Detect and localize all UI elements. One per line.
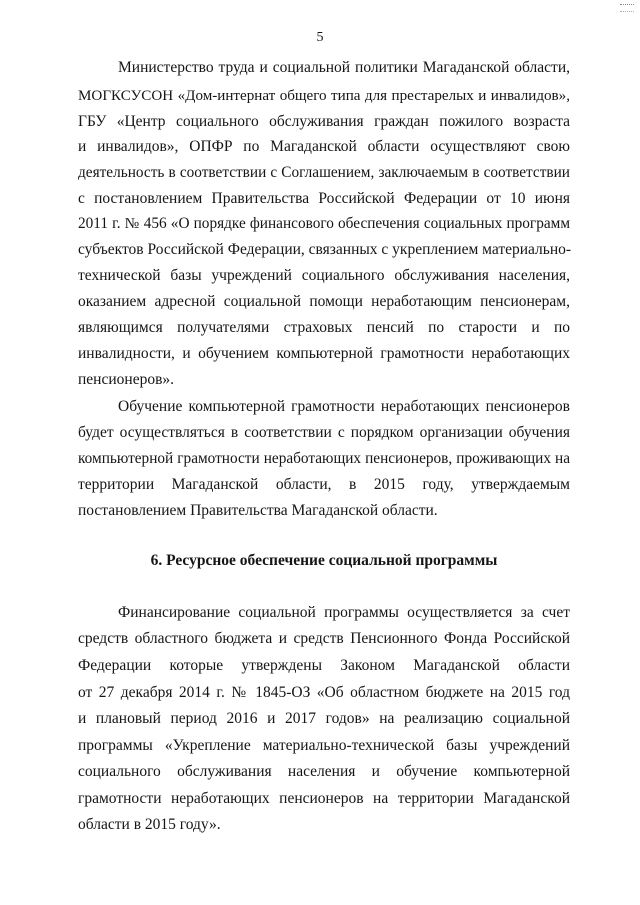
paragraph-3-line: Федерации которые утверждены Законом Магаданской области (78, 657, 570, 674)
paragraph-1-line: оказанием адресной социальной помощи неработающим пенсионерам, (78, 293, 570, 310)
paragraph-1-line: и инвалидов», ОПФР по Магаданской области осуществляют свою (78, 138, 570, 155)
paragraph-3-line: области в 2015 году». (78, 816, 221, 833)
paragraph-2-line: будет осуществляться в соответствии с порядком организации обучения (78, 424, 570, 441)
paragraph-1-line: субъектов Российской Федерации, связанных с укреплением материально- (78, 241, 572, 258)
paragraph-2-line: территории Магаданской области, в 2015 году, утверждаемым (78, 476, 570, 493)
paragraph-1-line: пенсионеров». (78, 371, 175, 388)
section-heading: 6. Ресурсное обеспечение социальной программы (150, 552, 498, 569)
paragraph-2-line: Обучение компьютерной грамотности неработающих пенсионеров (118, 398, 570, 415)
paragraph-1-line: являющимся получателями страховых пенсий по старости и по (78, 319, 570, 336)
paragraph-2-line: компьютерной грамотности неработающих пенсионеров, проживающих на (78, 450, 570, 467)
paragraph-3-line: Финансирование социальной программы осуществляется за счет (118, 604, 570, 621)
paragraph-1-line: технической базы учреждений социального обслуживания населения, (78, 267, 570, 284)
paragraph-3-line: программы «Укрепление материально-технической базы учреждений (78, 737, 570, 754)
paragraph-1-line: инвалидности, и обучением компьютерной грамотности неработающих (78, 345, 570, 362)
paragraph-3-line: от 27 декабря 2014 г. № 1845-ОЗ «Об областном бюджете на 2015 год (78, 684, 570, 701)
paragraph-1-line: Министерство труда и социальной политики Магаданской области, (118, 59, 570, 76)
paragraph-3-line: и плановый период 2016 и 2017 годов» на реализацию социальной (78, 710, 570, 727)
paragraph-1-line: деятельность в соответствии с Соглашением, заключаемым в соответствии (78, 164, 570, 181)
scan-artifact (620, 4, 634, 12)
page-number: 5 (316, 30, 324, 45)
paragraph-1-line: ГБУ «Центр социального обслуживания граждан пожилого возраста (78, 113, 570, 130)
paragraph-2-line: постановлением Правительства Магаданской области. (78, 502, 438, 519)
paragraph-1-line: МОГКСУСОН «Дом-интернат общего типа для престарелых и инвалидов», (78, 88, 570, 104)
paragraph-3-line: грамотности неработающих пенсионеров на территории Магаданской (78, 790, 570, 807)
paragraph-1-line: 2011 г. № 456 «О порядке финансового обеспечения социальных программ (78, 215, 570, 232)
paragraph-3-line: социального обслуживания населения и обучение компьютерной (78, 763, 570, 780)
paragraph-1-line: с постановлением Правительства Российской Федерации от 10 июня (78, 190, 570, 207)
paragraph-3-line: средств областного бюджета и средств Пенсионного Фонда Российской (78, 630, 570, 647)
